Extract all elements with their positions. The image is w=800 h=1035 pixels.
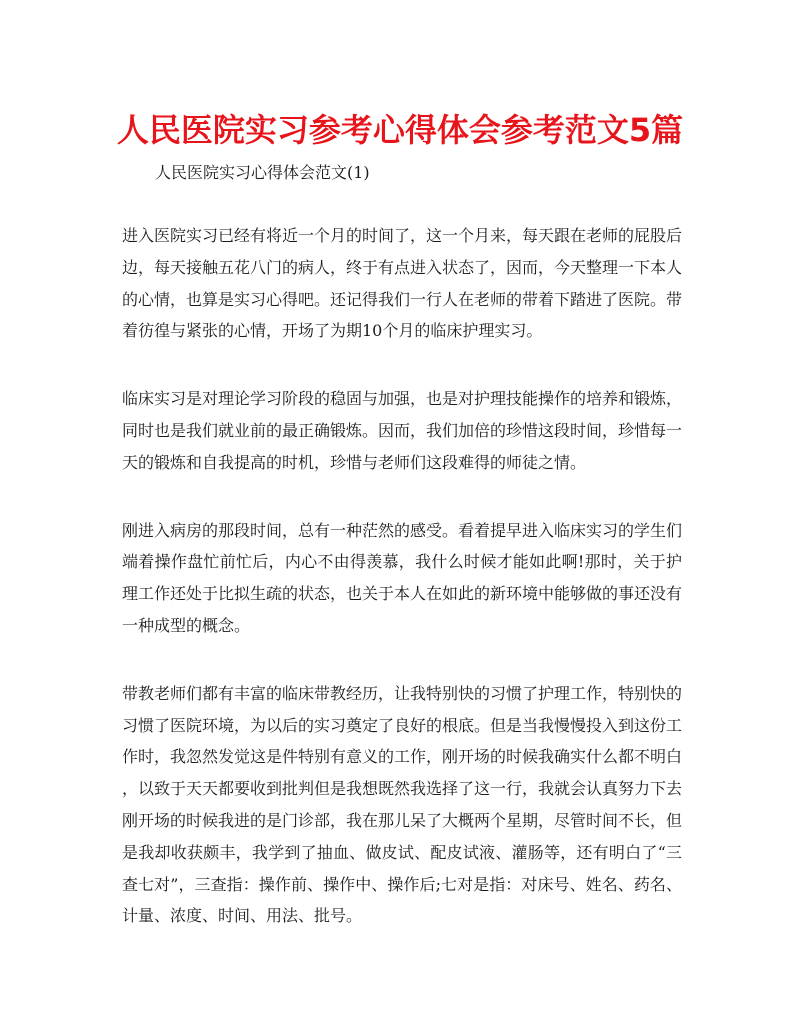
document-body	[122, 220, 682, 968]
paragraph-line: 一种成型的概念。	[122, 615, 251, 635]
paragraph-line: 刚进入病房的那段时间，总有一种茫然的感受。看着提早进入临床实习的学生们	[122, 520, 683, 540]
paragraph-line: 习惯了医院环境，为以后的实习奠定了良好的根底。但是当我慢慢投入到这份工	[122, 715, 683, 735]
paragraph-2	[122, 383, 682, 478]
paragraph-line: 临床实习是对理论学习阶段的稳固与加强，也是对护理技能操作的培养和锻炼，	[122, 389, 683, 409]
paragraph-line: 的心情，也算是实习心得吧。还记得我们一行人在老师的带着下踏进了医院。带	[122, 289, 683, 309]
paragraph-line: 端着操作盘忙前忙后，内心不由得羡慕，我什么时候才能如此啊!那时，关于护	[122, 552, 682, 572]
paragraph-line: 边，每天接触五花八门的病人，终于有点进入状态了，因而，今天整理一下本人	[122, 257, 683, 277]
document-subtitle: 人民医院实习心得体会范文(1)	[155, 163, 370, 182]
paragraph-1	[122, 220, 682, 347]
paragraph-line: 查七对”，三查指：操作前、操作中、操作后;七对是指：对床号、姓名、药名、	[122, 874, 682, 894]
paragraph-line: 计量、浓度、时间、用法、批号。	[122, 906, 363, 926]
paragraph-line: 理工作还处于比拟生疏的状态，也关于本人在如此的新环境中能够做的事还没有	[122, 584, 683, 604]
paragraph-3	[122, 515, 682, 642]
paragraph-line: 带教老师们都有丰富的临床带教经历，让我特别快的习惯了护理工作，特别快的	[122, 683, 683, 703]
paragraph-4	[122, 678, 682, 932]
paragraph-line: 是我却收获颇丰，我学到了抽血、做皮试、配皮试液、灌肠等，还有明白了“三	[122, 842, 682, 862]
paragraph-line: 着彷徨与紧张的心情，开场了为期10个月的临床护理实习。	[122, 321, 543, 341]
paragraph-line: 天的锻炼和自我提高的时机，珍惜与老师们这段难得的师徒之情。	[122, 452, 587, 472]
paragraph-line: 作时，我忽然发觉这是件特别有意义的工作，刚开场的时候我确实什么都不明白	[122, 747, 683, 767]
paragraph-line: 进入医院实习已经有将近一个月的时间了，这一个月来，每天跟在老师的屁股后	[122, 226, 683, 245]
paragraph-line: ，以致于天天都要收到批判但是我想既然我选择了这一行，我就会认真努力下去	[122, 779, 683, 799]
paragraph-line: 同时也是我们就业前的最正确锻炼。因而，我们加倍的珍惜这段时间，珍惜每一	[122, 420, 683, 440]
paragraph-line: 刚开场的时候我进的是门诊部，我在那儿呆了大概两个星期，尽管时间不长，但	[122, 810, 683, 830]
document-title: 人民医院实习参考心得体会参考范文5篇	[116, 111, 684, 149]
